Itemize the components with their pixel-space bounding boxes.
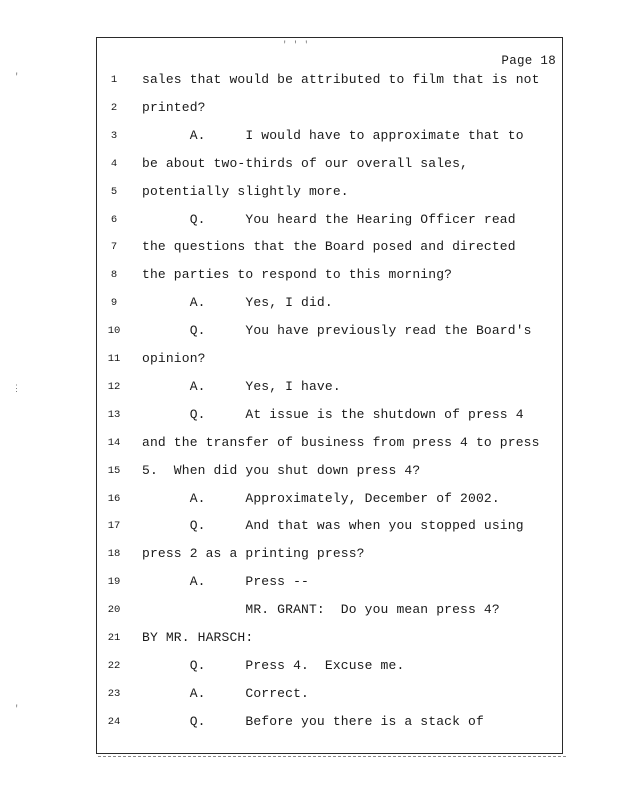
line-number: 23	[107, 687, 121, 700]
line-text: potentially slightly more.	[142, 183, 349, 199]
line-number: 3	[110, 129, 118, 142]
line-text: Q. You have previously read the Board's	[142, 323, 532, 339]
transcript-line	[96, 70, 563, 90]
transcript-line	[96, 628, 563, 648]
line-text: printed?	[142, 99, 206, 115]
line-number: 1	[110, 74, 118, 86]
line-text: A. Yes, I have.	[142, 378, 341, 394]
line-text: Q. You heard the Hearing Officer read	[142, 211, 516, 227]
scan-artifact-left-3: '	[14, 704, 20, 714]
transcript-line	[96, 98, 563, 118]
transcript-line	[96, 293, 563, 313]
line-number: 16	[107, 492, 121, 505]
line-text: the parties to respond to this morning?	[142, 267, 453, 283]
transcript-line	[96, 405, 563, 425]
line-number: 13	[107, 408, 121, 421]
line-text: MR. GRANT: Do you mean press 4?	[142, 602, 500, 618]
transcript-line	[96, 265, 563, 285]
scan-artifact-left-2: ⋮	[12, 384, 21, 394]
line-number: 12	[107, 380, 121, 393]
transcript-line	[96, 126, 563, 146]
transcript-line	[96, 321, 563, 341]
line-number: 17	[107, 520, 121, 533]
line-number: 22	[107, 659, 121, 672]
line-text: Q. Press 4. Excuse me.	[142, 657, 405, 673]
transcript-line	[96, 461, 563, 481]
line-number: 14	[107, 436, 121, 449]
transcript-line	[96, 544, 563, 564]
transcript-line	[96, 712, 563, 732]
line-number: 5	[110, 185, 118, 198]
line-number: 20	[107, 604, 121, 617]
line-text: A. Correct.	[142, 685, 309, 701]
transcript-line	[96, 516, 563, 536]
line-number: 6	[110, 213, 118, 226]
line-text: BY MR. HARSCH:	[142, 630, 254, 645]
transcript-line	[96, 237, 563, 257]
page-bottom-edge	[98, 755, 566, 757]
transcript-line	[96, 182, 563, 202]
line-text: Q. Before you there is a stack of	[142, 713, 484, 729]
line-text: and the transfer of business from press 4 to press	[142, 434, 540, 450]
line-number: 8	[110, 269, 118, 282]
line-text: A. Yes, I did.	[142, 295, 333, 311]
scan-artifact-top: ' ' '	[282, 40, 310, 50]
line-text: Q. At issue is the shutdown of press 4	[142, 406, 524, 422]
line-number: 4	[110, 157, 118, 170]
line-text: be about two-thirds of our overall sales,	[142, 155, 469, 171]
transcript-line	[96, 433, 563, 453]
transcript-line	[96, 489, 563, 509]
page-number-label: Page 18	[501, 54, 556, 68]
line-text: press 2 as a printing press?	[142, 546, 365, 562]
transcript-line	[96, 377, 563, 397]
transcript-line	[96, 684, 563, 704]
line-number: 19	[107, 576, 121, 589]
transcript-line	[96, 349, 563, 369]
line-number: 11	[107, 353, 121, 365]
transcript-line	[96, 600, 563, 620]
line-number: 21	[107, 632, 121, 644]
line-number: 2	[110, 101, 118, 114]
line-number: 7	[110, 241, 118, 254]
line-text: opinion?	[142, 351, 206, 366]
line-text: A. Approximately, December of 2002.	[142, 490, 500, 506]
line-text: A. I would have to approximate that to	[142, 127, 524, 143]
line-number: 10	[107, 325, 121, 338]
line-text: A. Press --	[142, 574, 309, 590]
line-text: 5. When did you shut down press 4?	[142, 462, 421, 478]
line-number: 24	[107, 715, 121, 728]
transcript-line	[96, 154, 563, 174]
line-number: 15	[107, 464, 121, 477]
transcript-line	[96, 210, 563, 230]
line-number: 18	[107, 548, 121, 561]
scan-artifact-left-1: '	[14, 72, 20, 82]
line-text: sales that would be attributed to film that is not	[142, 72, 540, 87]
transcript-line	[96, 656, 563, 676]
transcript-line	[96, 572, 563, 592]
line-text: the questions that the Board posed and directed	[142, 239, 516, 255]
line-number: 9	[110, 297, 118, 310]
line-text: Q. And that was when you stopped using	[142, 518, 524, 534]
